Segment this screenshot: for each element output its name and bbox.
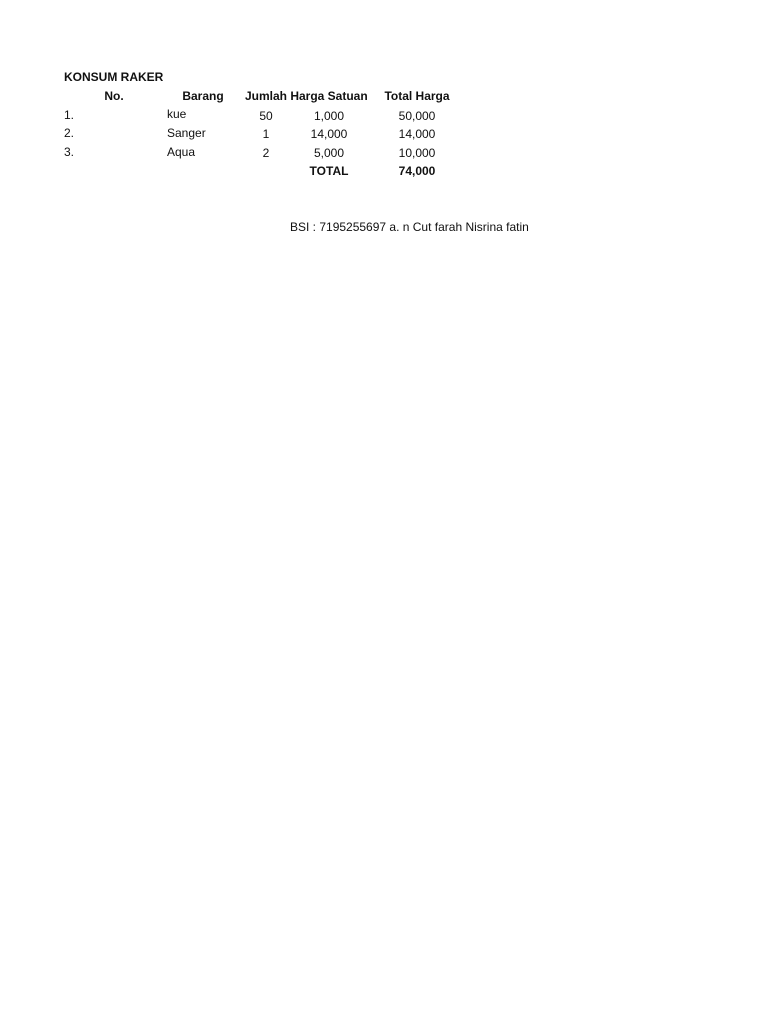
header-no: No. <box>104 89 124 103</box>
header-jumlah: Jumlah <box>244 89 288 103</box>
row-barang: kue <box>167 107 187 121</box>
header-total-harga: Total Harga <box>384 89 450 103</box>
row-jumlah: 2 <box>262 146 270 160</box>
row-total-harga: 10,000 <box>398 146 436 160</box>
bank-account-note: BSI : 7195255697 a. n Cut farah Nisrina fatin <box>290 220 529 234</box>
total-value: 74,000 <box>398 164 436 178</box>
row-barang: Aqua <box>167 145 196 159</box>
row-no: 2. <box>64 126 75 140</box>
header-harga-satuan: Harga Satuan <box>290 89 368 103</box>
row-no: 1. <box>64 108 75 122</box>
header-barang: Barang <box>182 89 224 103</box>
row-harga-satuan: 5,000 <box>313 146 345 160</box>
total-label: TOTAL <box>309 164 349 178</box>
row-harga-satuan: 1,000 <box>313 109 345 123</box>
document-title: KONSUM RAKER <box>64 70 164 84</box>
row-harga-satuan: 14,000 <box>310 127 348 141</box>
row-barang: Sanger <box>167 126 206 140</box>
row-jumlah: 1 <box>262 127 270 141</box>
row-total-harga: 50,000 <box>398 109 436 123</box>
row-jumlah: 50 <box>259 109 273 123</box>
row-total-harga: 14,000 <box>398 127 436 141</box>
row-no: 3. <box>64 145 75 159</box>
